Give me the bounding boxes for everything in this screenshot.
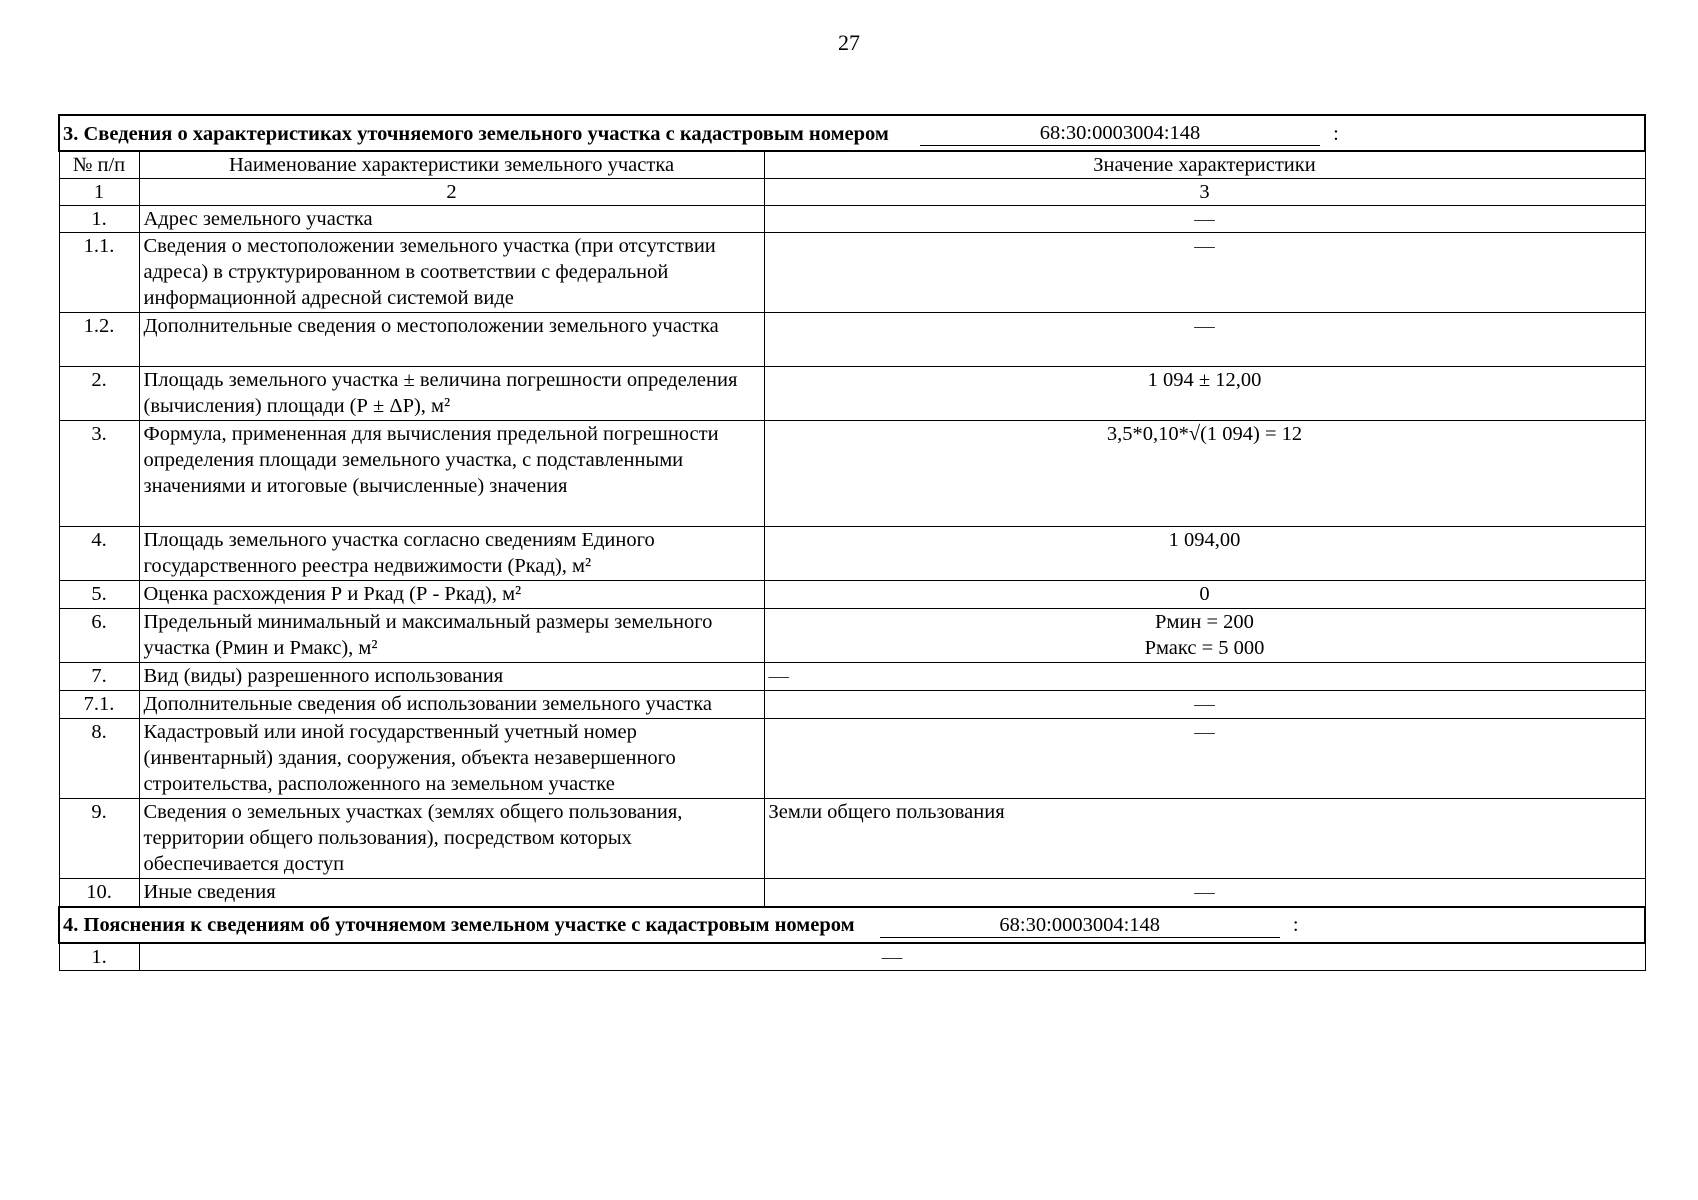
column-header-name: Наименование характеристики земельного участка <box>139 151 764 179</box>
characteristic-value: 1 094,00 <box>764 527 1645 581</box>
section-3-header-row <box>59 115 1645 151</box>
column-header-value: Значение характеристики <box>764 151 1645 179</box>
row-number: 4. <box>59 527 139 581</box>
characteristic-value: Земли общего пользования <box>764 799 1645 879</box>
characteristic-value: — <box>764 719 1645 799</box>
characteristic-name: Сведения о земельных участках (землях общего пользования, территории общего пользования), посредством которых обеспечивается доступ <box>139 799 764 879</box>
row-number: 1. <box>59 943 139 971</box>
min-size-value: Рмин = 200 <box>1155 611 1254 633</box>
row-number: 1. <box>59 206 139 233</box>
row-number: 1.2. <box>59 313 139 367</box>
table-row <box>59 421 1645 527</box>
characteristic-value: — <box>764 233 1645 313</box>
column-number-row <box>59 179 1645 206</box>
section-4-cadastral-number: 68:30:0003004:148 <box>880 913 1280 938</box>
characteristic-name: Формула, примененная для вычисления предельной погрешности определения площади земельного участка, с подставленными значениями и итоговые (вычисленные) значения <box>139 421 764 527</box>
characteristic-name: Дополнительные сведения о местоположении земельного участка <box>139 313 764 367</box>
table-row <box>59 719 1645 799</box>
row-number: 2. <box>59 367 139 421</box>
table-row <box>59 609 1645 663</box>
section-3-header <box>59 115 1645 151</box>
section-4-colon: : <box>1292 914 1299 937</box>
table-row <box>59 527 1645 581</box>
characteristic-name: Предельный минимальный и максимальный размеры земельного участка (Рмин и Рмакс), м² <box>139 609 764 663</box>
row-number: 8. <box>59 719 139 799</box>
table-row <box>59 879 1645 907</box>
column-number-2: 2 <box>139 179 764 206</box>
row-number: 1.1. <box>59 233 139 313</box>
characteristic-value <box>764 609 1645 663</box>
page-number: 27 <box>838 30 860 55</box>
characteristic-value: 0 <box>764 581 1645 609</box>
row-number: 7.1. <box>59 691 139 719</box>
column-number-3: 3 <box>764 179 1645 206</box>
characteristic-name: Сведения о местоположении земельного участка (при отсутствии адреса) в структурированном в соответствии с федеральной информационной адресной системой виде <box>139 233 764 313</box>
characteristic-name: Площадь земельного участка согласно сведениям Единого государственного реестра недвижимости (Ркад), м² <box>139 527 764 581</box>
row-number: 6. <box>59 609 139 663</box>
characteristic-value: — <box>764 663 1645 691</box>
table-row <box>59 367 1645 421</box>
row-number: 10. <box>59 879 139 907</box>
row-number: 5. <box>59 581 139 609</box>
table-row <box>59 799 1645 879</box>
characteristic-value: — <box>764 691 1645 719</box>
column-header-row <box>59 151 1645 179</box>
characteristic-value: — <box>764 313 1645 367</box>
column-header-number: № п/п <box>59 151 139 179</box>
table-row <box>59 206 1645 233</box>
row-number: 9. <box>59 799 139 879</box>
section-3-colon: : <box>1333 122 1339 145</box>
row-number: 7. <box>59 663 139 691</box>
table-row <box>59 233 1645 313</box>
characteristic-value: — <box>764 206 1645 233</box>
section-4-title: 4. Пояснения к сведениям об уточняемом земельном участке с кадастровым номером <box>63 914 855 937</box>
column-number-1: 1 <box>59 179 139 206</box>
characteristic-name: Площадь земельного участка ± величина погрешности определения (вычисления) площади (Р ± ΔР), м² <box>139 367 764 421</box>
table-row <box>59 691 1645 719</box>
row-number: 3. <box>59 421 139 527</box>
table-row <box>59 581 1645 609</box>
section-4-header <box>59 907 1645 943</box>
table-row <box>59 943 1645 971</box>
characteristic-name: Оценка расхождения Р и Ркад (Р - Ркад), м² <box>139 581 764 609</box>
characteristic-value: 1 094 ± 12,00 <box>764 367 1645 421</box>
section-4-header-row <box>59 907 1645 943</box>
characteristic-name: Иные сведения <box>139 879 764 907</box>
max-size-value: Рмакс = 5 000 <box>1144 637 1265 659</box>
characteristic-name: Вид (виды) разрешенного использования <box>139 663 764 691</box>
section-3-cadastral-number: 68:30:0003004:148 <box>920 121 1320 146</box>
characteristics-table <box>58 114 1646 971</box>
characteristic-name: Кадастровый или иной государственный учетный номер (инвентарный) здания, сооружения, объекта незавершенного строительства, расположенного на земельном участке <box>139 719 764 799</box>
characteristic-value: 3,5*0,10*√(1 094) = 12 <box>764 421 1645 527</box>
explanation-value: — <box>139 943 1645 971</box>
characteristic-name: Адрес земельного участка <box>139 206 764 233</box>
characteristic-value: — <box>764 879 1645 907</box>
table-row <box>59 663 1645 691</box>
section-3-title: 3. Сведения о характеристиках уточняемого земельного участка с кадастровым номером <box>63 122 889 145</box>
table-row <box>59 313 1645 367</box>
characteristic-name: Дополнительные сведения об использовании земельного участка <box>139 691 764 719</box>
